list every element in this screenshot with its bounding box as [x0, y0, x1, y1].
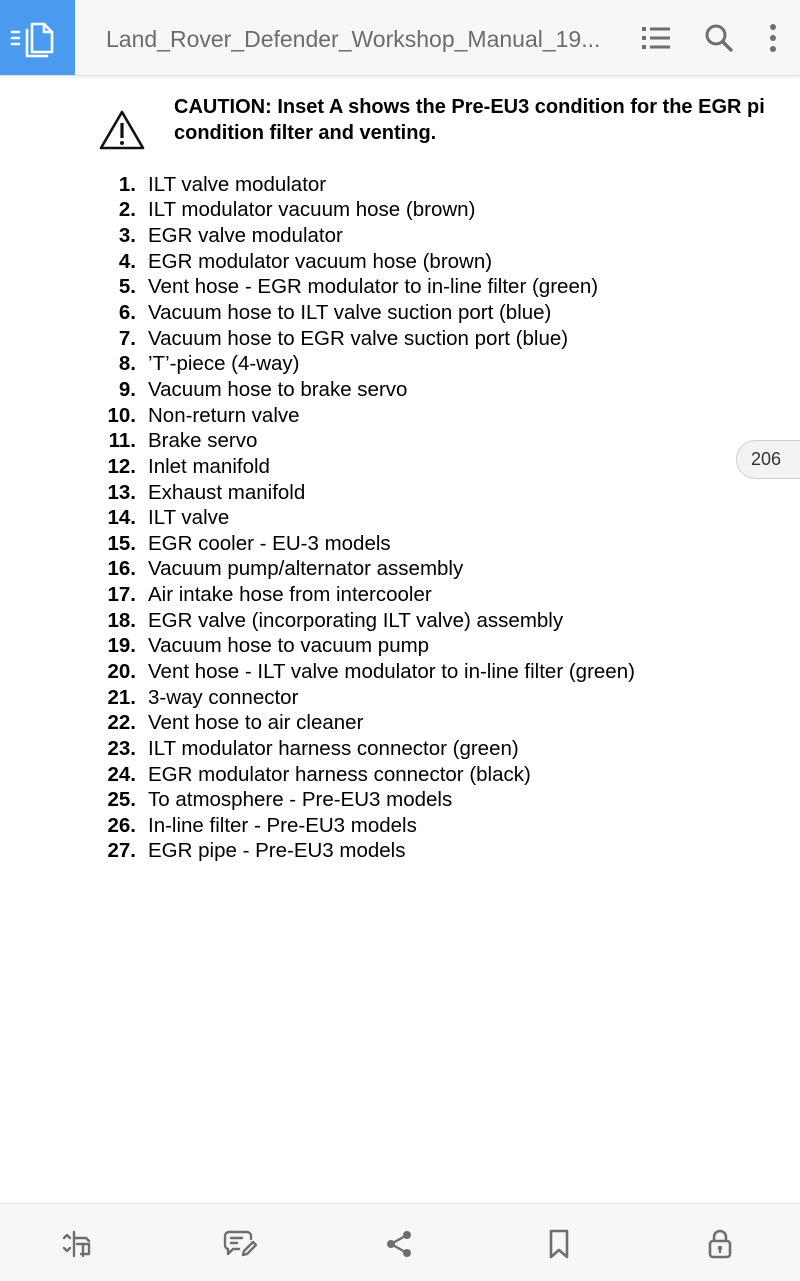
part-item: [96, 300, 635, 326]
part-number: 17.: [107, 583, 136, 607]
part-label: ’T’-piece (4-way): [148, 352, 300, 376]
share-icon: [384, 1229, 414, 1259]
part-item: [96, 710, 635, 736]
part-label: Vacuum pump/alternator assembly: [148, 557, 464, 581]
part-number: 6.: [118, 301, 136, 325]
part-number: 4.: [118, 249, 136, 273]
page-number-indicator[interactable]: 206: [736, 440, 800, 479]
part-label: Exhaust manifold: [148, 480, 306, 504]
part-label: ILT modulator harness connector (green): [148, 736, 519, 760]
part-number: 16.: [107, 557, 136, 581]
caution-note: [174, 94, 800, 146]
part-label: To atmosphere - Pre-EU3 models: [148, 788, 453, 812]
part-number: 7.: [118, 326, 136, 350]
parts-legend-list: [96, 172, 635, 864]
part-label: Vent hose to air cleaner: [148, 711, 364, 735]
part-item: [96, 685, 635, 711]
document-title: Land_Rover_Defender_Workshop_Manual_19...: [106, 26, 601, 52]
part-label: Brake servo: [148, 429, 258, 453]
part-item: [96, 172, 635, 198]
part-item: [96, 582, 635, 608]
part-item: [96, 634, 635, 660]
part-item: [96, 736, 635, 762]
part-label: ILT valve: [148, 506, 230, 530]
annotate-button[interactable]: [222, 1226, 258, 1262]
part-number: 10.: [107, 403, 136, 427]
part-number: 26.: [107, 813, 136, 837]
part-item: [96, 403, 635, 429]
part-item: [96, 531, 635, 557]
part-item: [96, 762, 635, 788]
part-number: 2.: [118, 198, 136, 222]
lock-icon: [707, 1228, 733, 1260]
part-label: Air intake hose from intercooler: [148, 583, 432, 607]
part-label: EGR valve (incorporating ILT valve) assembly: [148, 608, 564, 632]
part-number: 25.: [107, 788, 136, 812]
part-number: 20.: [107, 659, 136, 683]
part-number: 23.: [107, 736, 136, 760]
part-item: [96, 198, 635, 224]
part-label: ILT valve modulator: [148, 172, 327, 196]
reflow-button[interactable]: [60, 1226, 96, 1262]
part-label: EGR valve modulator: [148, 224, 343, 248]
warning-triangle-icon: [98, 109, 146, 151]
reflow-icon: [61, 1229, 95, 1259]
caution-line-1: CAUTION: Inset A shows the Pre-EU3 condition for the EGR pi: [174, 96, 765, 118]
part-label: Inlet manifold: [148, 454, 270, 478]
part-number: 19.: [107, 634, 136, 658]
part-label: Non-return valve: [148, 403, 300, 427]
part-number: 14.: [107, 506, 136, 530]
part-number: 12.: [107, 454, 136, 478]
part-item: [96, 377, 635, 403]
more-vert-icon: [768, 23, 778, 53]
part-label: Vacuum hose to ILT valve suction port (blue): [148, 301, 552, 325]
part-number: 22.: [107, 711, 136, 735]
part-label: Vacuum hose to EGR valve suction port (blue): [148, 326, 569, 350]
part-label: ILT modulator vacuum hose (brown): [148, 198, 476, 222]
part-item: [96, 787, 635, 813]
part-item: [96, 813, 635, 839]
lock-button[interactable]: [702, 1226, 738, 1262]
part-item: [96, 428, 635, 454]
comment-icon: [223, 1229, 257, 1259]
document-menu-button[interactable]: [0, 0, 75, 75]
part-number: 1.: [118, 172, 136, 196]
part-item: [96, 608, 635, 634]
part-number: 27.: [107, 839, 136, 863]
part-number: 18.: [107, 608, 136, 632]
part-item: [96, 223, 635, 249]
bottom-toolbar: [0, 1203, 800, 1281]
outline-list-icon: [641, 25, 671, 51]
part-item: [96, 480, 635, 506]
part-label: Vacuum hose to vacuum pump: [148, 634, 430, 658]
part-item: [96, 351, 635, 377]
part-item: [96, 249, 635, 275]
part-item: [96, 659, 635, 685]
document-icon: [10, 18, 66, 58]
part-number: 21.: [107, 685, 136, 709]
share-button[interactable]: [381, 1226, 417, 1262]
part-label: Vacuum hose to brake servo: [148, 377, 408, 401]
part-number: 15.: [107, 531, 136, 555]
outline-button[interactable]: [636, 18, 676, 58]
part-number: 8.: [118, 352, 136, 376]
part-label: EGR cooler - EU-3 models: [148, 531, 391, 555]
top-app-bar: [0, 0, 800, 76]
more-options-button[interactable]: [753, 18, 793, 58]
part-item: [96, 275, 635, 301]
part-number: 3.: [118, 224, 136, 248]
part-label: EGR pipe - Pre-EU3 models: [148, 839, 406, 863]
part-number: 13.: [107, 480, 136, 504]
part-item: [96, 326, 635, 352]
document-page[interactable]: [0, 76, 800, 1203]
part-label: EGR modulator vacuum hose (brown): [148, 249, 493, 273]
part-item: [96, 839, 635, 865]
part-label: 3-way connector: [148, 685, 299, 709]
bookmark-button[interactable]: [541, 1226, 577, 1262]
caution-line-2: condition filter and venting.: [174, 122, 437, 144]
part-label: Vent hose - EGR modulator to in-line filter (green): [148, 275, 599, 299]
part-label: EGR modulator harness connector (black): [148, 762, 531, 786]
search-icon: [704, 23, 734, 53]
part-item: [96, 557, 635, 583]
part-item: [96, 505, 635, 531]
part-number: 24.: [107, 762, 136, 786]
part-label: Vent hose - ILT valve modulator to in-line filter (green): [148, 659, 635, 683]
part-number: 9.: [118, 377, 136, 401]
part-number: 5.: [118, 275, 136, 299]
part-item: [96, 454, 635, 480]
bookmark-icon: [547, 1228, 571, 1260]
part-label: In-line filter - Pre-EU3 models: [148, 813, 417, 837]
part-number: 11.: [108, 429, 136, 453]
search-button[interactable]: [699, 18, 739, 58]
